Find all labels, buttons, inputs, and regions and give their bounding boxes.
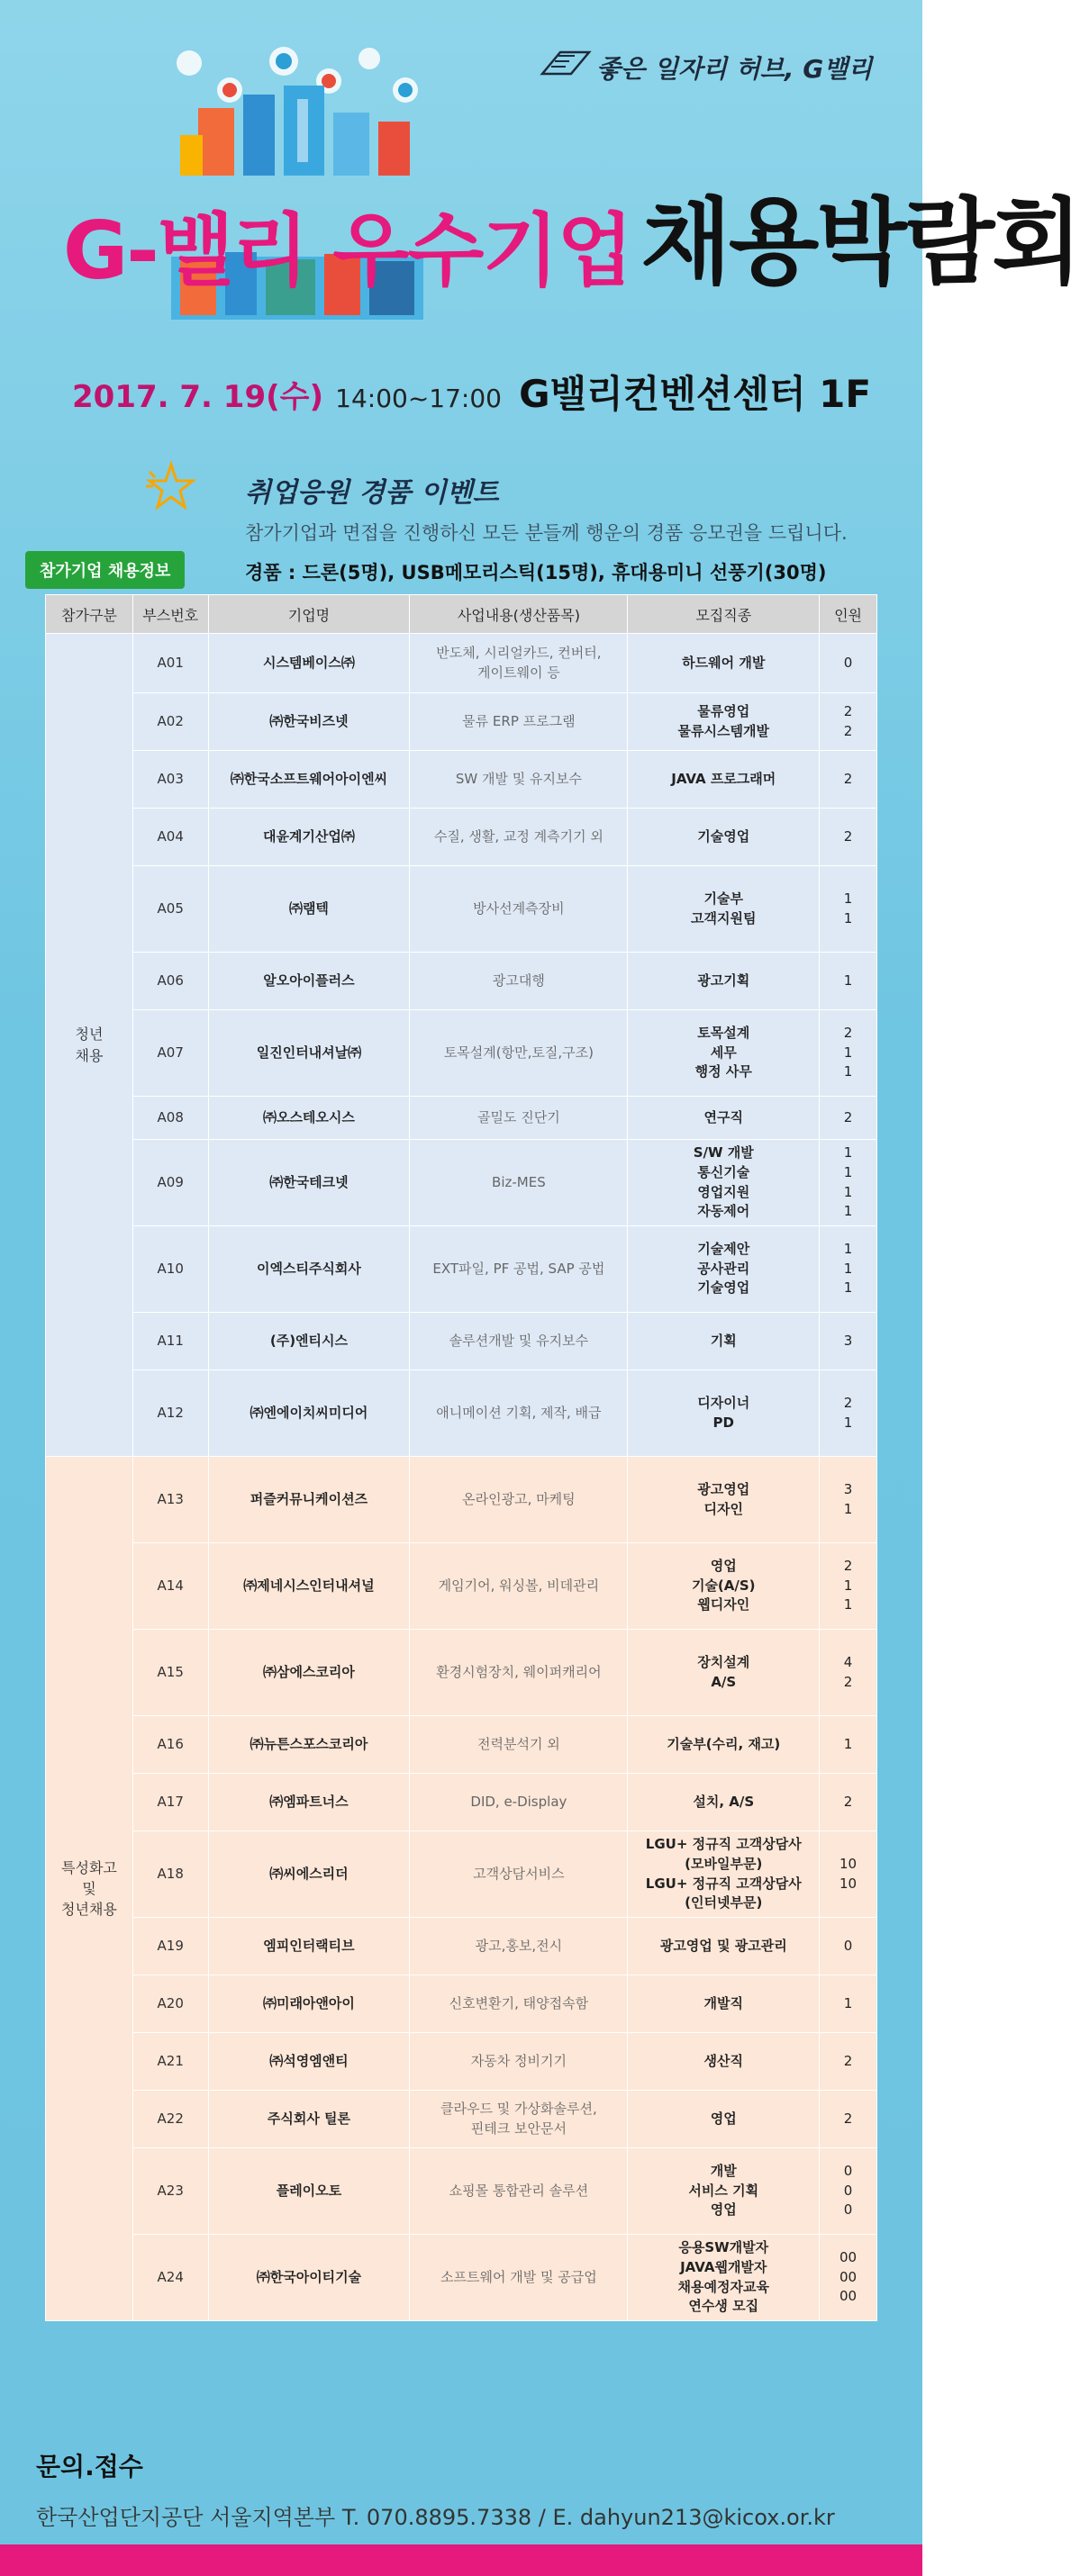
job-cell: 하드웨어 개발 (628, 634, 820, 693)
job-cell: 기술제안 공사관리 기술영업 (628, 1226, 820, 1313)
header-job: 모집직종 (628, 595, 820, 634)
job-cell: 토목설계 세무 행정 사무 (628, 1010, 820, 1097)
table-row (46, 1010, 877, 1097)
contact-section (36, 2447, 835, 2531)
booth-cell: A03 (132, 751, 208, 809)
table-row (46, 1313, 877, 1370)
job-cell: LGU+ 정규직 고객상담사 (모바일부문) LGU+ 정규직 고객상담사 (인터넷부문) (628, 1831, 820, 1918)
booth-cell: A21 (132, 2033, 208, 2091)
business-cell: 물류 ERP 프로그램 (410, 693, 628, 751)
category-cell: 청년 채용 (46, 634, 133, 1457)
job-cell: 생산직 (628, 2033, 820, 2091)
company-cell: ㈜뉴튼스포스코리아 (208, 1716, 410, 1774)
count-cell: 0 (820, 634, 877, 693)
business-cell: 광고,홍보,전시 (410, 1918, 628, 1975)
count-cell: 3 (820, 1313, 877, 1370)
table-row (46, 2148, 877, 2235)
count-cell: 1 1 (820, 866, 877, 953)
business-cell: 신호변환기, 태양접속함 (410, 1975, 628, 2033)
business-cell: 골밀도 진단기 (410, 1097, 628, 1140)
job-cell: 개발 서비스 기획 영업 (628, 2148, 820, 2235)
booth-cell: A17 (132, 1774, 208, 1831)
event-prizes: 경품 : 드론(5명), USB메모리스틱(15명), 휴대용미니 선풍기(30명) (245, 562, 827, 583)
business-cell: 솔루션개발 및 유지보수 (410, 1313, 628, 1370)
table-row (46, 2033, 877, 2091)
event-promo (245, 470, 848, 585)
company-cell: 엠피인터랙티브 (208, 1918, 410, 1975)
company-cell: (주)엔티시스 (208, 1313, 410, 1370)
table-row (46, 1774, 877, 1831)
category-cell: 특성화고 및 청년채용 (46, 1457, 133, 2321)
business-cell: 전력분석기 외 (410, 1716, 628, 1774)
booth-cell: A08 (132, 1097, 208, 1140)
table-row (46, 1630, 877, 1716)
count-cell: 1 (820, 953, 877, 1010)
title-part2: 채용박람회 (640, 187, 1080, 297)
event-description: 참가기업과 면접을 진행하신 모든 분들께 행운의 경품 응모권을 드립니다. (245, 522, 848, 544)
table-row (46, 1226, 877, 1313)
event-title: 취업응원 경품 이벤트 (245, 477, 499, 509)
count-cell: 2 1 (820, 1370, 877, 1457)
table-row (46, 1370, 877, 1457)
company-cell: ㈜램텍 (208, 866, 410, 953)
company-cell: 퍼즐커뮤니케이션즈 (208, 1457, 410, 1543)
business-cell: 토목설계(항만,토질,구조) (410, 1010, 628, 1097)
bottom-bar (0, 2544, 922, 2576)
booth-cell: A04 (132, 809, 208, 866)
booth-cell: A01 (132, 634, 208, 693)
table-header-row (46, 595, 877, 634)
job-cell: 물류영업 물류시스템개발 (628, 693, 820, 751)
booth-cell: A02 (132, 693, 208, 751)
company-cell: 시스템베이스㈜ (208, 634, 410, 693)
booth-cell: A10 (132, 1226, 208, 1313)
count-cell: 2 2 (820, 693, 877, 751)
company-cell: 주식회사 틸론 (208, 2091, 410, 2148)
company-cell: ㈜한국테크넷 (208, 1140, 410, 1226)
company-cell: ㈜제네시스인터내셔널 (208, 1543, 410, 1630)
count-cell: 2 (820, 751, 877, 809)
header-booth: 부스번호 (132, 595, 208, 634)
company-cell: ㈜미래아앤아이 (208, 1975, 410, 2033)
business-cell: 게임기어, 워싱볼, 비데관리 (410, 1543, 628, 1630)
job-cell: 디자이너 PD (628, 1370, 820, 1457)
business-cell: 온라인광고, 마케팅 (410, 1457, 628, 1543)
jobs-table (45, 594, 877, 2321)
table-row (46, 1975, 877, 2033)
count-cell: 2 (820, 1097, 877, 1140)
company-cell: ㈜삼에스코리아 (208, 1630, 410, 1716)
header-count: 인원 (820, 595, 877, 634)
booth-cell: A18 (132, 1831, 208, 1918)
event-venue: G밸리컨벤션센터 1F (519, 372, 872, 416)
business-cell: 방사선계측장비 (410, 866, 628, 953)
company-cell: 대윤계기산업㈜ (208, 809, 410, 866)
company-cell: ㈜엔에이치씨미디어 (208, 1370, 410, 1457)
table-row (46, 1140, 877, 1226)
business-cell: 클라우드 및 가상화솔루션, 핀테크 보안문서 (410, 2091, 628, 2148)
table-row (46, 2235, 877, 2321)
booth-cell: A06 (132, 953, 208, 1010)
booth-cell: A07 (132, 1010, 208, 1097)
table-row (46, 1543, 877, 1630)
business-cell: 고객상담서비스 (410, 1831, 628, 1918)
count-cell: 1 (820, 1975, 877, 2033)
company-cell: 일진인터내셔날㈜ (208, 1010, 410, 1097)
booth-cell: A23 (132, 2148, 208, 2235)
business-cell: 소프트웨어 개발 및 공급업 (410, 2235, 628, 2321)
slogan: 좋은 일자리 허브, G밸리 (596, 54, 873, 84)
job-cell: 광고기획 (628, 953, 820, 1010)
booth-cell: A09 (132, 1140, 208, 1226)
job-cell: 연구직 (628, 1097, 820, 1140)
table-row (46, 809, 877, 866)
event-datetime (72, 365, 871, 419)
company-cell: ㈜한국비즈넷 (208, 693, 410, 751)
booth-cell: A14 (132, 1543, 208, 1630)
company-cell: ㈜한국아이티기술 (208, 2235, 410, 2321)
company-cell: ㈜엠파트너스 (208, 1774, 410, 1831)
job-cell: 응용SW개발자 JAVA웹개발자 채용예정자교육 연수생 모집 (628, 2235, 820, 2321)
job-cell: 기술영업 (628, 809, 820, 866)
count-cell: 3 1 (820, 1457, 877, 1543)
business-cell: 환경시험장치, 웨이퍼캐리어 (410, 1630, 628, 1716)
business-cell: 쇼핑몰 통합관리 솔루션 (410, 2148, 628, 2235)
business-cell: SW 개발 및 유지보수 (410, 751, 628, 809)
table-row (46, 693, 877, 751)
company-cell: 알오아이플러스 (208, 953, 410, 1010)
job-cell: 기술부 고객지원팀 (628, 866, 820, 953)
booth-cell: A11 (132, 1313, 208, 1370)
contact-title: 문의.접수 (36, 2452, 143, 2481)
count-cell: 1 1 1 1 (820, 1140, 877, 1226)
company-cell: ㈜한국소프트웨어아이엔씨 (208, 751, 410, 809)
business-cell: Biz-MES (410, 1140, 628, 1226)
jobs-table-body (46, 634, 877, 2321)
table-row (46, 634, 877, 693)
company-cell: 플레이오토 (208, 2148, 410, 2235)
table-row (46, 1097, 877, 1140)
booth-cell: A16 (132, 1716, 208, 1774)
contact-info: 한국산업단지공단 서울지역본부 T. 070.8895.7338 / E. dahyun213@kicox.or.kr (36, 2505, 835, 2530)
count-cell: 4 2 (820, 1630, 877, 1716)
header-category: 참가구분 (46, 595, 133, 634)
table-row (46, 1716, 877, 1774)
job-cell: 장치설계 A/S (628, 1630, 820, 1716)
job-cell: 기술부(수리, 재고) (628, 1716, 820, 1774)
business-cell: 반도체, 시리얼카드, 컨버터, 게이트웨이 등 (410, 634, 628, 693)
table-row (46, 1831, 877, 1918)
table-row (46, 1918, 877, 1975)
star-icon (144, 459, 198, 513)
event-time: 14:00~17:00 (335, 384, 502, 413)
booth-cell: A22 (132, 2091, 208, 2148)
company-cell: ㈜석영엠앤티 (208, 2033, 410, 2091)
booth-cell: A20 (132, 1975, 208, 2033)
count-cell: 0 0 0 (820, 2148, 877, 2235)
job-cell: 영업 기술(A/S) 웹디자인 (628, 1543, 820, 1630)
business-cell: 자동차 정비기기 (410, 2033, 628, 2091)
job-cell: 영업 (628, 2091, 820, 2148)
count-cell: 1 (820, 1716, 877, 1774)
table-row (46, 751, 877, 809)
booth-cell: A19 (132, 1918, 208, 1975)
job-cell: 설치, A/S (628, 1774, 820, 1831)
booth-cell: A15 (132, 1630, 208, 1716)
job-cell: JAVA 프로그래머 (628, 751, 820, 809)
count-cell: 2 (820, 1774, 877, 1831)
count-cell: 0 (820, 1918, 877, 1975)
job-cell: 광고영업 디자인 (628, 1457, 820, 1543)
table-row (46, 866, 877, 953)
job-cell: 개발직 (628, 1975, 820, 2033)
page-title (63, 167, 1080, 302)
booth-cell: A24 (132, 2235, 208, 2321)
count-cell: 2 (820, 2091, 877, 2148)
header-business: 사업내용(생산품목) (410, 595, 628, 634)
job-cell: 광고영업 및 광고관리 (628, 1918, 820, 1975)
count-cell: 2 (820, 809, 877, 866)
company-cell: 이엑스티주식회사 (208, 1226, 410, 1313)
business-cell: EXT파일, PF 공법, SAP 공법 (410, 1226, 628, 1313)
section-badge: 참가기업 채용정보 (25, 551, 185, 589)
title-part1: G-밸리 우수기업 (63, 204, 632, 297)
table-row (46, 2091, 877, 2148)
business-cell: 광고대행 (410, 953, 628, 1010)
count-cell: 1 1 1 (820, 1226, 877, 1313)
job-cell: S/W 개발 통신기술 영업지원 자동제어 (628, 1140, 820, 1226)
table-row (46, 953, 877, 1010)
business-cell: 애니메이션 기획, 제작, 배급 (410, 1370, 628, 1457)
company-cell: ㈜오스테오시스 (208, 1097, 410, 1140)
count-cell: 00 00 00 (820, 2235, 877, 2321)
count-cell: 2 1 1 (820, 1010, 877, 1097)
booth-cell: A12 (132, 1370, 208, 1457)
book-icon (539, 43, 593, 79)
business-cell: DID, e-Display (410, 1774, 628, 1831)
count-cell: 10 10 (820, 1831, 877, 1918)
company-cell: ㈜씨에스리더 (208, 1831, 410, 1918)
count-cell: 2 (820, 2033, 877, 2091)
business-cell: 수질, 생활, 교정 계측기기 외 (410, 809, 628, 866)
booth-cell: A05 (132, 866, 208, 953)
job-cell: 기획 (628, 1313, 820, 1370)
header-company: 기업명 (208, 595, 410, 634)
event-date: 2017. 7. 19(수) (72, 379, 324, 415)
table-row (46, 1457, 877, 1543)
count-cell: 2 1 1 (820, 1543, 877, 1630)
booth-cell: A13 (132, 1457, 208, 1543)
